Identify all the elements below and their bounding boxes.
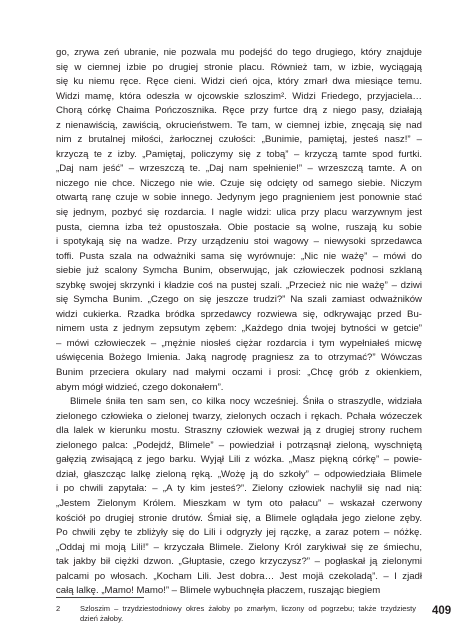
footnote <box>56 604 416 625</box>
text-line: go, zrywa zeń ubranie, nie pozwala mu podejść do tego drugiego, który znajduje <box>56 47 422 58</box>
text-line: tak jakby bił ciężki dzwon. „Głuptasie, czego krzyczysz?” – pogłaskał ją zielonymi <box>56 556 422 568</box>
footnote-line: dzień żałoby. <box>80 614 124 624</box>
text-line: – mówi człowieczek – „mężnie niosłeś ciężar rozdarcia i tym wypełniałeś micwę <box>56 337 422 349</box>
text-line: szybkę swojej skrzynki i kładzie coś na pustej szali. „Przecież nic nie ważę” – dziwi <box>56 279 422 291</box>
text-line: krzyczą te z izby. „Pamiętaj, policzymy się z tobą” – krzyczą tamte spod furtki. <box>56 148 422 160</box>
text-line: siebie już scalony Symcha Bunim, obserwując, jak człowieczek podnosi szklaną <box>56 265 422 277</box>
text-line: widzi cukierka. Rzadka bródka sprzedawcy rozwiewa się, odkrywając przed Bu- <box>56 308 422 320</box>
footnote-line: Szloszim – trzydziestodniowy okres żałoby po zmarłym, liczony od pogrzebu; także trzydziesty <box>80 604 416 613</box>
text-line: Widzi mamę, która odeszła w ojcowskie szloszim². Widzi Friedego, przyjaciela… <box>56 90 422 102</box>
text-line: otwartą ranę czuje w sobie innego. Jedynym jego pragnieniem jest ponownie stać <box>56 192 422 204</box>
text-line: dział, głaszcząc lalkę zieloną ręką. „Wożę ją do szkoły” – odpowiedziała Blimele <box>56 468 422 480</box>
page-number: 409 <box>432 605 452 617</box>
text-line: Chorą córkę Chaima Pończosznika. Ręce przy furtce drą z niego pasy, działają <box>56 105 422 117</box>
text-line: i spotykają się na wadze. Przy urządzeniu stoi wagowy – niewysoki sprzedawca <box>56 236 422 248</box>
text-line: uświęcenia Bożego Imienia. Jaką nagrodę pragniesz za to otrzymać?” Wówczas <box>56 352 422 364</box>
text-line: „Daj nam jeść” – wrzeszczą te. „Daj nam spełnienie!” – wrzeszczą tamte. A on <box>56 163 422 175</box>
text-line: palcami po włosach. „Kocham Lili. Jest dobra… Jest mojä czekoladą”. – I zjadł <box>56 570 422 582</box>
text-line: zielonego palca: „Podejdź, Blimele” – powiedział i potrząsnął zieloną, wyschniętą <box>56 439 422 451</box>
text-line: całą lalkę. „Mamo! Mamo!” – Blimele wybuchnęła płaczem, ruszając biegiem <box>56 585 381 597</box>
text-line: kościół po drugiej stronie drutów. Śmiał się, a Blimele oglądała jego zielone zęby. <box>56 512 422 524</box>
text-line: nimem usta z jednym zepsutym zębem: „Każdego dnia twojej bytności w getcie” <box>56 323 422 335</box>
text-line: Po chwili zęby te zbliżyły się do Lili i odgryzły jej rączkę, a zaraz potem – nóżkę. <box>56 527 422 539</box>
text-line: niczego nie chce. Niczego nie wie. Czuje się odcięty od samego siebie. Niczym <box>56 177 422 189</box>
text-line: się ku niemu ręce. Ręce cieni. Widzi cień ojca, który zmarł dwa miesiące temu. <box>56 76 422 88</box>
footnote-separator <box>56 597 144 598</box>
text-line: się jednym, pozbyć się rozdarcia. I nagle widzi: ulica przy placu warzywnym jest <box>56 207 422 219</box>
text-line: się w ciemnej izbie po drugiej stronie placu. Również tam, w izbie, wyciągają <box>56 61 422 73</box>
text-line: zielonego człowieka o zielonej twarzy, zielonych oczach i rękach. Pchała wózeczek <box>56 410 422 422</box>
text-line: „Oddaj mi moją Lili!” – krzyczała Blimele. Zielony Król zarykiwał się ze śmiechu, <box>56 541 422 553</box>
text-line: nim z brutalnej miłości, żarłocznej czułości: „Bunimie, pamiętaj, jesteś nasz!” – <box>56 134 422 146</box>
text-line: się Symcha Bunim. „Czego on się jeszcze trudzi?” Na szali zamiast odważników <box>56 294 422 306</box>
text-line: z nienawiścią, zawiścią, okrucieństwem. Te tam, w ciemnej izbie, znęcają się nad <box>56 119 422 131</box>
text-line: abym mógł widzieć, czego dokonałem”. <box>56 381 224 393</box>
text-line: „Jestem Zielonym Królem. Mieszkam w tym oto pałacu” – wskazał czerwony <box>56 497 422 509</box>
footnote-number: 2 <box>56 604 61 613</box>
text-line: Bunim przeciera okulary nad małymi oczami i prosi: „Chcę grób z okienkiem, <box>56 367 422 379</box>
text-line: gałęzią zwisającą z jego barku. Wyjął Lili z wózka. „Masz piękną córkę” – powie- <box>56 454 422 466</box>
text-line: i po chwili zapytała: – „A ty kim jesteś?”. Zielony człowiek nachylił się nad nią: <box>56 483 422 495</box>
text-line: dla lalek w kierunku mostu. Straszny człowiek wezwał ją z drugiej strony ruchem <box>56 425 422 437</box>
body-text <box>56 46 422 599</box>
text-line: toffi. Pusta szala na odważniki sama się wyrównuje: „Nic nie ważę” – mówi do <box>56 250 422 262</box>
text-line: Blimele śniła ten sam sen, co kilka nocy wcześniej. Śniła o straszydle, widziała <box>70 396 422 408</box>
text-line: pusta, ciemna izba też opustoszała. Obie postacie są wolne, ruszają ku sobie <box>56 221 422 233</box>
